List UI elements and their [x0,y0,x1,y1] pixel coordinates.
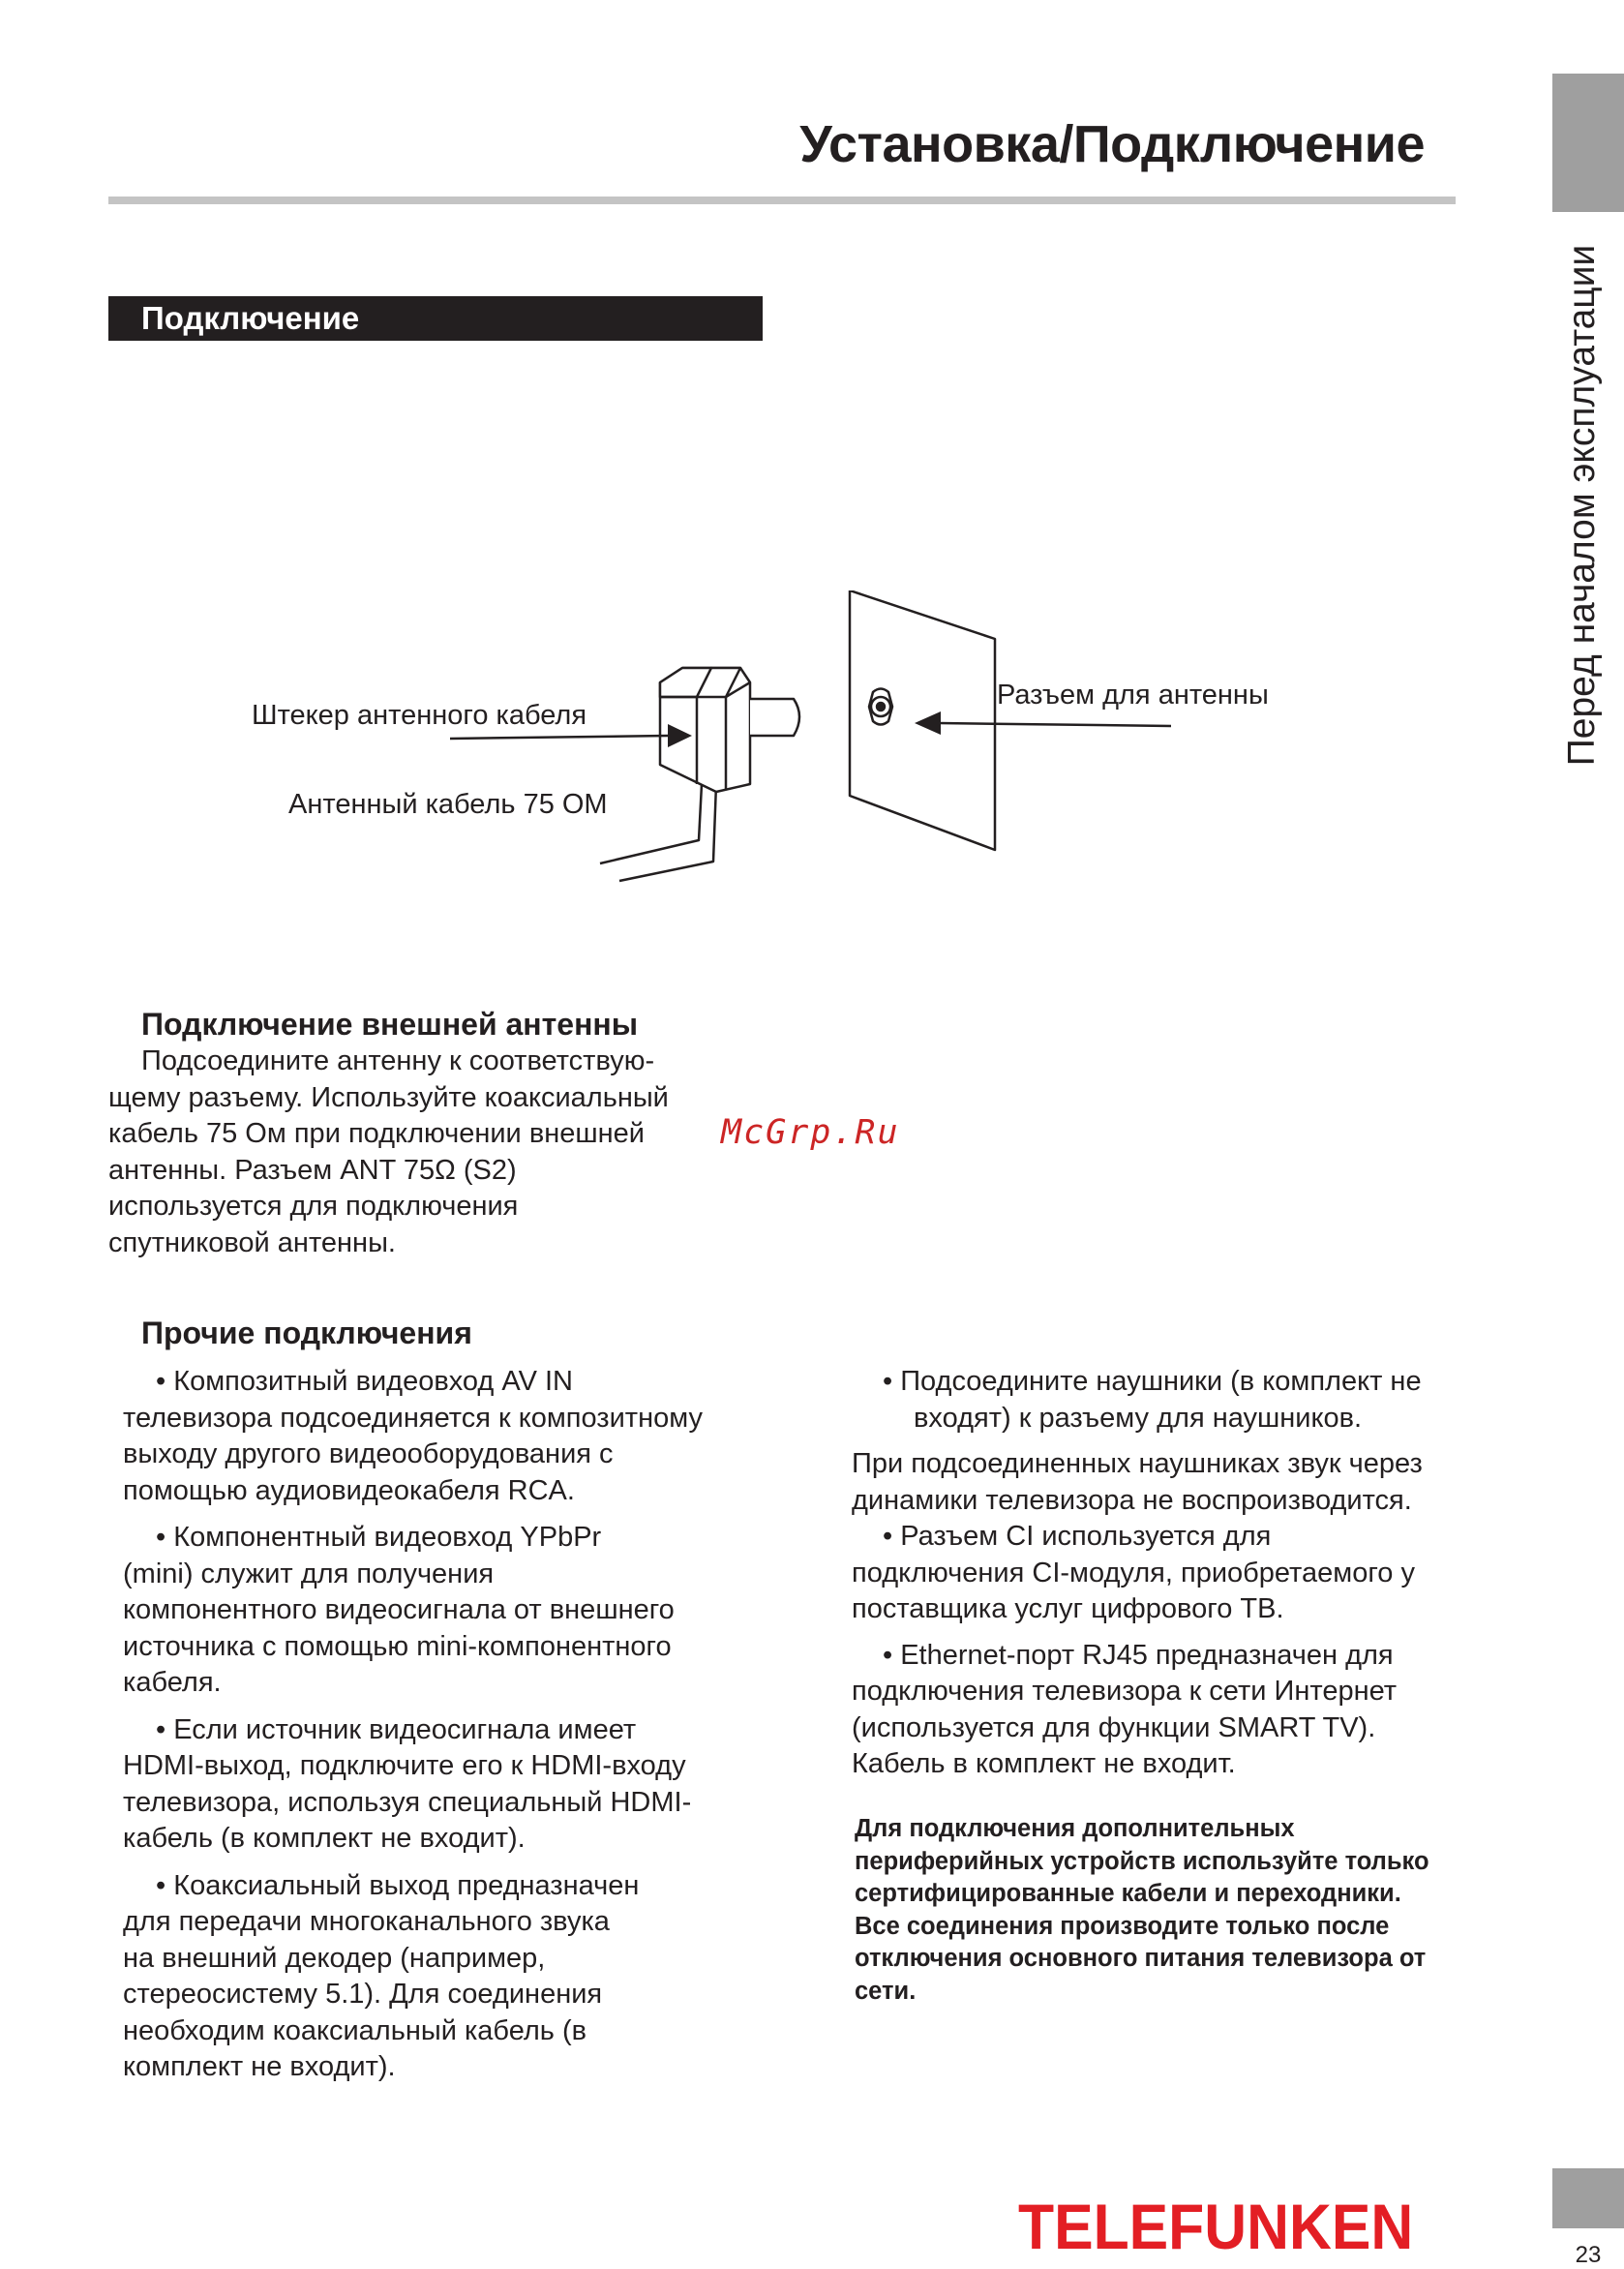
antenna-line: щему разъему. Используйте коаксиальный [108,1081,669,1113]
title-rule [108,197,1456,204]
left-p2-line: источника с помощью mini-компонентного [123,1630,672,1662]
antenna-line: Подсоедините антенну к соответствую- [141,1045,655,1076]
side-tab-label-wrap [1549,232,1616,779]
left-p1-line: выходу другого видеооборудования с [123,1438,614,1469]
page-number-marker [1552,2168,1624,2228]
side-tab-marker [1552,74,1624,212]
right-p1-line: входят) к разъему для наушников. [914,1402,1363,1434]
plug-label: Штекер антенного кабеля [252,700,587,731]
left-p4-line: стереосистему 5.1). Для соединения [123,1979,603,2010]
left-p2-line: кабеля. [123,1667,222,1698]
note-line: сертифицированные кабели и переходники. [855,1880,1401,1907]
left-p3-line: • Если источник видеосигнала имеет [156,1713,637,1745]
note-line: Для подключения дополнительных [855,1815,1295,1842]
right-p1-line: • Подсоедините наушники (в комплект не [883,1366,1422,1397]
side-tab-label: Перед началом эксплуатации [1561,244,1603,767]
right-p3-line: подключения CI-модуля, приобретаемого у [852,1557,1415,1588]
left-p3-line: кабель (в комплект не входит). [123,1823,526,1854]
right-p2-line: динамики телевизора не воспроизводится. [852,1484,1412,1516]
right-p3-line: • Разъем CI используется для [883,1521,1272,1552]
right-p4-line: • Ethernet-порт RJ45 предназначен для [883,1639,1394,1671]
antenna-paragraph [108,1044,669,1261]
plug-ferrule [750,699,799,736]
antenna-line: антенны. Разъем ANT 75Ω (S2) [108,1154,517,1186]
warning-note [855,1813,1429,2008]
watermark: McGrp.Ru [721,1113,900,1152]
page-number: 23 [1575,2242,1602,2268]
left-p4-line: комплект не входит). [123,2051,396,2082]
right-p4-line: Кабель в комплект не входит. [852,1748,1236,1779]
right-p4-line: подключения телевизора к сети Интернет [852,1676,1398,1707]
note-line: отключения основного питания телевизора от [855,1945,1427,1972]
antenna-connection-diagram [242,590,1307,910]
antenna-heading: Подключение внешней антенны [141,1007,639,1042]
right-p2-line: При подсоединенных наушниках звук через [852,1448,1423,1479]
cable-label: Антенный кабель 75 ОМ [288,789,608,820]
left-p4-line: для передачи многоканального звука [123,1906,610,1937]
socket-label: Разъем для антенны [997,680,1269,711]
note-line: периферийных устройств используйте только [855,1847,1429,1875]
other-heading: Прочие подключения [141,1316,472,1350]
plug-arrow-line [450,736,668,739]
left-p4-line: • Коаксиальный выход предназначен [156,1869,640,1901]
left-p1-line: телевизора подсоединяется к композитному [123,1402,703,1434]
right-p4-line: (используется для функции SMART TV). [852,1711,1376,1743]
left-p2-line: • Компонентный видеовход YPbPr [156,1522,602,1553]
right-column [852,1364,1529,1783]
note-line: сети. [855,1977,917,2005]
antenna-line: используется для подключения [108,1191,519,1222]
right-p3-line: поставщика услуг цифрового ТВ. [852,1593,1284,1624]
cable-line-inner [600,784,702,863]
socket-pin [877,703,885,711]
note-line: Все соединения производите только после [855,1912,1390,1940]
page-title: Установка/Подключение [799,115,1425,173]
left-p4-line: на внешний декодер (например, [123,1942,546,1974]
left-p4-line: необходим коаксиальный кабель (в [123,2014,587,2046]
antenna-line: спутниковой антенны. [108,1226,396,1258]
left-p1-line: • Композитный видеовход AV IN [156,1366,573,1397]
left-p1-line: помощью аудиовидеокабеля RCA. [123,1474,575,1506]
diagram-drawing [242,590,1307,910]
brand-logo: TELEFUNKEN [1018,2191,1414,2262]
left-p2-line: компонентного видеосигнала от внешнего [123,1594,675,1625]
left-p3-line: HDMI-выход, подключите его к HDMI-входу [123,1750,686,1781]
left-p2-line: (mini) служит для получения [123,1558,495,1589]
left-column [123,1364,781,2086]
antenna-line: кабель 75 Ом при подключении внешней [108,1118,645,1149]
section-title: Подключение [108,296,763,341]
left-p3-line: телевизора, используя специальный HDMI- [123,1786,692,1818]
